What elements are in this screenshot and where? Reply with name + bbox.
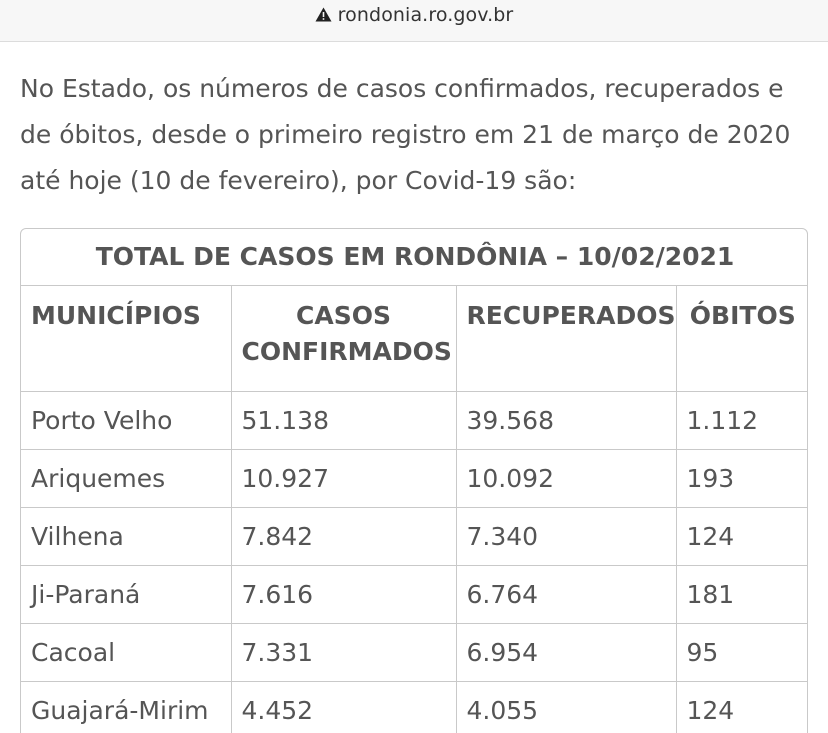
url-display[interactable] [315,4,514,26]
table-row [21,681,808,733]
cell-obitos: 95 [676,623,808,681]
browser-address-bar[interactable] [0,0,828,42]
header-recuperados: RECUPERADOS [456,285,676,391]
cell-obitos: 1.112 [676,391,808,449]
article-intro: No Estado, os números de casos confirmados, recuperados e de óbitos, desde o primeiro registro em 21 de março de 2020 até hoje (10 de fevereiro), por Covid-19 são: [20,74,791,195]
cell-casos: 7.616 [231,565,456,623]
table-row [21,391,808,449]
header-obitos: ÓBITOS [676,285,808,391]
cell-casos: 7.842 [231,507,456,565]
cell-recuperados: 6.764 [456,565,676,623]
cell-recuperados: 10.092 [456,449,676,507]
cell-casos: 10.927 [231,449,456,507]
cell-casos: 51.138 [231,391,456,449]
cell-municipio: Ariquemes [21,449,231,507]
cell-municipio: Ji-Paraná [21,565,231,623]
cell-obitos: 124 [676,681,808,733]
cell-casos: 4.452 [231,681,456,733]
table-row [21,565,808,623]
cell-municipio: Porto Velho [21,391,231,449]
warning-triangle-icon [315,7,332,22]
table-row [21,449,808,507]
url-text: rondonia.ro.gov.br [337,3,514,26]
cell-recuperados: 6.954 [456,623,676,681]
header-municipios: MUNICÍPIOS [21,285,231,391]
cell-recuperados: 4.055 [456,681,676,733]
table-title: TOTAL DE CASOS EM RONDÔNIA – 10/02/2021 [21,229,808,285]
header-casos-confirmados: CASOS CONFIRMADOS [231,285,456,391]
cell-casos: 7.331 [231,623,456,681]
cell-obitos: 181 [676,565,808,623]
cell-obitos: 193 [676,449,808,507]
cell-recuperados: 7.340 [456,507,676,565]
cell-municipio: Vilhena [21,507,231,565]
cell-municipio: Guajará-Mirim [21,681,231,733]
table-row [21,623,808,681]
table-row [21,507,808,565]
cell-obitos: 124 [676,507,808,565]
cases-table [20,228,808,733]
cell-municipio: Cacoal [21,623,231,681]
cell-recuperados: 39.568 [456,391,676,449]
